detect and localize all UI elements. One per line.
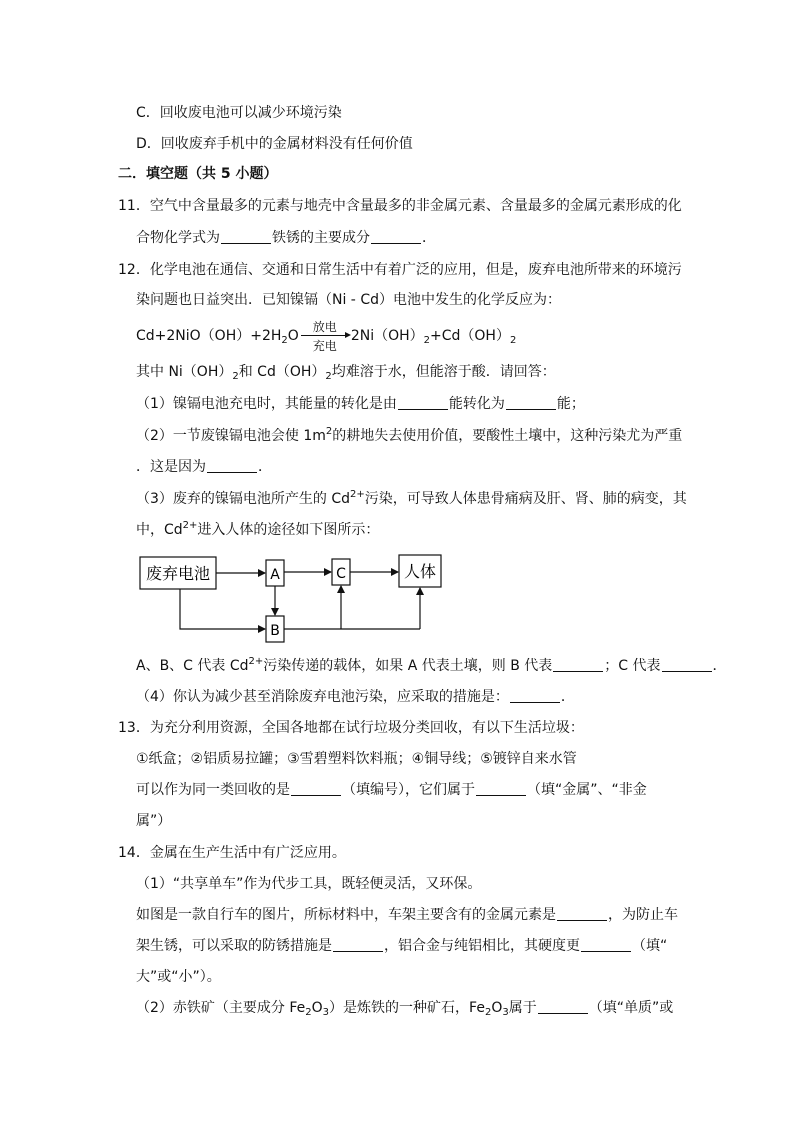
q14-line4 bbox=[136, 936, 667, 956]
subscript: 2 bbox=[305, 1007, 312, 1018]
q12-note bbox=[136, 362, 556, 382]
discharge-label: 放电 bbox=[312, 320, 337, 334]
subscript: 3 bbox=[502, 1007, 509, 1018]
chemical-equation bbox=[136, 320, 517, 353]
p3-f: 污染传递的载体，如果 A 代表土壤，则 B 代表 bbox=[263, 658, 553, 674]
subscript: 2 bbox=[484, 1007, 492, 1018]
note-c: 均难溶于水，但能溶于酸．请回答： bbox=[331, 364, 556, 380]
p2-d: ． bbox=[258, 459, 272, 475]
answer-blank[interactable] bbox=[553, 657, 603, 672]
p3-d: 进入人体的途径如下图所示： bbox=[197, 522, 380, 538]
q14-text-g: O bbox=[311, 1000, 323, 1016]
q14-text-e: （填“ bbox=[632, 938, 668, 954]
answer-blank[interactable] bbox=[333, 937, 383, 952]
answer-blank[interactable] bbox=[662, 657, 712, 672]
p1-a: （1）镍镉电池充电时，其能量的转化是由 bbox=[136, 396, 397, 412]
answer-blank[interactable] bbox=[510, 688, 560, 703]
p2-b: 的耕地失去使用价值，要酸性土壤中，这种污染尤为严重 bbox=[332, 428, 683, 444]
q12-part4 bbox=[136, 687, 575, 707]
answer-blank[interactable] bbox=[581, 937, 631, 952]
subscript: 2 bbox=[281, 335, 288, 346]
label-b: B bbox=[270, 623, 280, 639]
pollution-path-diagram bbox=[136, 550, 446, 650]
label-c: C bbox=[336, 566, 346, 582]
q14-line3 bbox=[136, 905, 678, 925]
q12-line2: 染问题也日益突出．已知镍镉（Ni - Cd）电池中发生的化学反应为： bbox=[136, 292, 561, 308]
q13-text-b: （填编号），它们属于 bbox=[342, 782, 475, 798]
reaction-arrow bbox=[299, 320, 351, 353]
answer-blank[interactable] bbox=[207, 458, 257, 473]
answer-blank[interactable] bbox=[291, 781, 341, 796]
q11-line1: 11．空气中含量最多的元素与地壳中含量最多的非金属元素、含量最多的金属元素形成的化 bbox=[118, 198, 682, 214]
p3-e: A、B、C 代表 Cd bbox=[136, 658, 249, 674]
q12-part2-cont bbox=[136, 457, 272, 477]
superscript: 2+ bbox=[350, 489, 365, 500]
q14-line5: 大”或“小”）。 bbox=[136, 969, 221, 985]
p3-a: （3）废弃的镍镉电池所产生的 Cd bbox=[136, 491, 351, 507]
answer-blank[interactable] bbox=[476, 781, 526, 796]
q13-line4: 属”） bbox=[136, 813, 172, 829]
q14-text-f: （2）赤铁矿（主要成分 Fe bbox=[136, 1000, 306, 1016]
label-a: A bbox=[270, 567, 280, 583]
answer-blank[interactable] bbox=[538, 999, 588, 1014]
charge-label: 充电 bbox=[312, 339, 337, 353]
answer-blank[interactable] bbox=[506, 395, 556, 410]
eq-right1: 2Ni（OH） bbox=[350, 328, 424, 344]
eq-left: Cd+2NiO（OH）+2H bbox=[136, 328, 282, 344]
q12-part1 bbox=[136, 394, 585, 414]
q14-text-i: O bbox=[491, 1000, 503, 1016]
human-label: 人体 bbox=[403, 562, 437, 581]
subscript: 2 bbox=[232, 371, 239, 382]
q13-text-c: （填“金属”、“非金 bbox=[527, 782, 647, 798]
q11-text-b: 铁锈的主要成分 bbox=[272, 230, 370, 246]
p4-a: （4）你认为减少甚至消除废弃电池污染，应采取的措施是： bbox=[136, 689, 509, 705]
p4-b: ． bbox=[560, 689, 575, 705]
q14-text-a: 如图是一款自行车的图片，所标材料中，车架主要含有的金属元素是 bbox=[136, 907, 556, 923]
answer-blank[interactable] bbox=[557, 906, 607, 921]
q12-part3 bbox=[136, 489, 687, 509]
q12-part2 bbox=[136, 426, 682, 446]
subscript: 2 bbox=[509, 335, 517, 346]
p3-h: ． bbox=[712, 658, 727, 674]
answer-blank[interactable] bbox=[371, 229, 421, 244]
subscript: 2 bbox=[423, 335, 431, 346]
q13-line1: 13．为充分利用资源，全国各地都在试行垃圾分类回收，有以下生活垃圾： bbox=[118, 720, 584, 736]
p3-b: 污染，可导致人体患骨痛病及肝、肾、肺的病变，其 bbox=[364, 491, 687, 507]
q13-text-a: 可以作为同一类回收的是 bbox=[136, 782, 290, 798]
arrow-waste-to-b bbox=[180, 589, 265, 629]
superscript: 2 bbox=[325, 426, 333, 437]
p2-a: （2）一节废镍镉电池会使 1m bbox=[136, 428, 326, 444]
superscript: 2+ bbox=[248, 656, 264, 667]
q14-text-b: ，为防止车 bbox=[608, 907, 678, 923]
eq-o: O bbox=[287, 328, 299, 344]
q13-line3 bbox=[136, 780, 647, 800]
q14-text-k: （填“单质”或 bbox=[588, 1000, 674, 1016]
q14-line6 bbox=[136, 998, 673, 1018]
option-c: C．回收废电池可以减少环境污染 bbox=[136, 105, 342, 121]
section-title: 二．填空题（共 5 小题） bbox=[118, 166, 278, 182]
p2-c: ．这是因为 bbox=[136, 459, 206, 475]
q14-text-d: ，铝合金与纯铝相比，其硬度更 bbox=[384, 938, 580, 954]
answer-blank[interactable] bbox=[398, 395, 448, 410]
q13-line2: ①纸盒；②铝质易拉罐；③雪碧塑料饮料瓶；④铜导线；⑤镀锌自来水管 bbox=[136, 751, 577, 767]
p3-c: 中，Cd bbox=[136, 522, 183, 538]
p1-c: 能； bbox=[556, 396, 585, 412]
p3-g: ；C 代表 bbox=[604, 658, 661, 674]
subscript: 3 bbox=[322, 1007, 330, 1018]
note-b: 和 Cd（OH） bbox=[238, 364, 326, 380]
q12-part3-cont bbox=[136, 520, 379, 540]
eq-right2: +Cd（OH） bbox=[430, 328, 510, 344]
q11-text-c: ． bbox=[422, 230, 436, 246]
q11-line2 bbox=[136, 228, 436, 248]
q11-text-a: 合物化学式为 bbox=[136, 230, 220, 246]
q14-text-c: 架生锈，可以采取的防锈措施是 bbox=[136, 938, 332, 954]
waste-battery-label: 废弃电池 bbox=[145, 564, 211, 583]
p1-b: 能转化为 bbox=[448, 396, 505, 412]
subscript: 2 bbox=[325, 371, 332, 382]
option-d: D．回收废弃手机中的金属材料没有任何价值 bbox=[136, 136, 413, 152]
q12-part3-carriers bbox=[136, 656, 727, 676]
q14-text-h: ）是炼铁的一种矿石，Fe bbox=[329, 1000, 485, 1016]
note-a: 其中 Ni（OH） bbox=[136, 364, 233, 380]
q14-line2: （1）“共享单车”作为代步工具，既轻便灵活，又环保。 bbox=[136, 876, 482, 892]
superscript: 2+ bbox=[182, 520, 198, 531]
q14-line1: 14．金属在生产生活中有广泛应用。 bbox=[118, 845, 346, 861]
answer-blank[interactable] bbox=[221, 229, 271, 244]
q12-line1: 12．化学电池在通信、交通和日常生活中有着广泛的应用，但是，废弃电池所带来的环境污 bbox=[118, 262, 682, 278]
q14-text-j: 属于 bbox=[508, 1000, 537, 1016]
